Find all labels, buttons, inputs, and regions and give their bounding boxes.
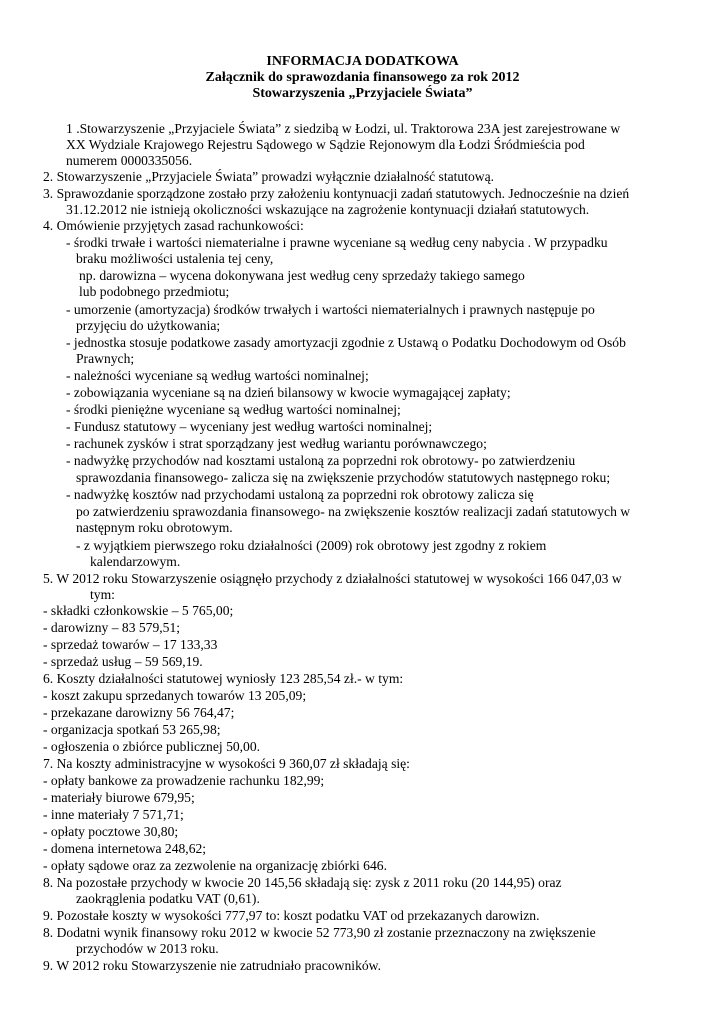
text-line: 9. W 2012 roku Stowarzyszenie nie zatrudniało pracowników.: [43, 958, 381, 973]
text-line: po zatwierdzeniu sprawozdania finansowego- na zwiększenie kosztów realizacji zadań statutowych w: [76, 504, 631, 519]
text-line: - nadwyżkę kosztów nad przychodami ustaloną za poprzedni rok obrotowy zalicza się: [66, 487, 534, 502]
text-line: - rachunek zysków i strat sporządzany jest według wariantu porównawczego;: [66, 436, 487, 451]
text-line: kalendarzowym.: [90, 554, 181, 569]
text-line: lub podobnego przedmiotu;: [79, 284, 230, 299]
document-subtitle: Załącznik do sprawozdania finansowego za rok 2012: [205, 70, 520, 85]
text-line: - sprzedaż towarów – 17 133,33: [43, 637, 218, 652]
document-title: INFORMACJA DODATKOWA: [266, 54, 459, 69]
text-line: - ogłoszenia o zbiórce publicznej 50,00.: [43, 739, 261, 754]
text-line: - przekazane darowizny 56 764,47;: [43, 705, 235, 720]
text-line: braku możliwości ustalenia tej ceny,: [76, 251, 274, 266]
text-line: 5. W 2012 roku Stowarzyszenie osiągnęło przychody z działalności statutowej w wysokości 166 047,03 w: [43, 571, 622, 586]
text-line: 31.12.2012 nie istnieją okoliczności wskazujące na zagrożenie kontynuacji działań statutowych.: [66, 202, 590, 217]
text-line: 7. Na koszty administracyjne w wysokości 9 360,07 zł składają się:: [43, 756, 410, 771]
text-line: - zobowiązania wyceniane są na dzień bilansowy w kwocie wymagającej zapłaty;: [66, 385, 511, 400]
organization-name: Stowarzyszenia „Przyjaciele Świata”: [252, 86, 473, 101]
text-line: - środki pieniężne wyceniane są według wartości nominalnej;: [66, 402, 401, 417]
text-line: np. darowizna – wycena dokonywana jest według ceny sprzedaży takiego samego: [79, 268, 525, 283]
text-line: 3. Sprawozdanie sporządzone zostało przy założeniu kontynuacji zadań statutowych. Jednocześnie na dzień: [43, 186, 630, 201]
text-line: - organizacja spotkań 53 265,98;: [43, 722, 221, 737]
text-line: XX Wydziale Krajowego Rejestru Sądowego w Sądzie Rejonowym dla Łodzi Śródmieścia pod: [66, 137, 585, 152]
text-line: - składki członkowskie – 5 765,00;: [43, 603, 234, 618]
text-line: zaokrąglenia podatku VAT (0,61).: [76, 891, 260, 906]
text-line: - inne materiały 7 571,71;: [43, 807, 184, 822]
text-line: - materiały biurowe 679,95;: [43, 790, 195, 805]
text-line: 4. Omówienie przyjętych zasad rachunkowości:: [43, 218, 304, 233]
text-line: - jednostka stosuje podatkowe zasady amortyzacji zgodnie z Ustawą o Podatku Dochodowym od Osób: [66, 335, 626, 350]
text-line: 1 .Stowarzyszenie „Przyjaciele Świata” z siedzibą w Łodzi, ul. Traktorowa 23A jest zarejestrowane w: [66, 121, 621, 136]
text-line: sprawozdania finansowego- zalicza się na zwiększenie przychodów statutowych następnego roku;: [76, 470, 611, 485]
text-line: - środki trwałe i wartości niematerialne i prawne wyceniane są według ceny nabycia . W przypadku: [66, 235, 608, 250]
text-line: przychodów w 2013 roku.: [76, 941, 219, 956]
text-line: - sprzedaż usług – 59 569,19.: [43, 654, 203, 669]
text-line: tym:: [90, 587, 115, 602]
text-line: 6. Koszty działalności statutowej wyniosły 123 285,54 zł.- w tym:: [43, 671, 404, 686]
text-line: - nadwyżkę przychodów nad kosztami ustaloną za poprzedni rok obrotowy- po zatwierdzeniu: [66, 453, 576, 468]
text-line: - opłaty bankowe za prowadzenie rachunku 182,99;: [43, 773, 325, 788]
text-line: 8. Na pozostałe przychody w kwocie 20 145,56 składają się: zysk z 2011 roku (20 144,95) oraz: [43, 875, 562, 890]
text-line: - opłaty pocztowe 30,80;: [43, 824, 179, 839]
text-line: przyjęciu do użytkowania;: [76, 318, 221, 333]
text-line: - domena internetowa 248,62;: [43, 841, 207, 856]
text-line: 9. Pozostałe koszty w wysokości 777,97 to: koszt podatku VAT od przekazanych darowizn.: [43, 908, 540, 923]
text-line: - umorzenie (amortyzacja) środków trwałych i wartości niematerialnych i prawnych następuje po: [66, 302, 595, 317]
text-line: następnym roku obrotowym.: [76, 520, 233, 535]
text-line: - należności wyceniane są według wartości nominalnej;: [66, 368, 369, 383]
text-line: Prawnych;: [76, 351, 135, 366]
text-line: - z wyjątkiem pierwszego roku działalności (2009) rok obrotowy jest zgodny z rokiem: [76, 538, 547, 553]
text-line: - koszt zakupu sprzedanych towarów 13 205,09;: [43, 688, 307, 703]
text-line: - opłaty sądowe oraz za zezwolenie na organizację zbiórki 646.: [43, 858, 387, 873]
text-line: 8. Dodatni wynik finansowy roku 2012 w kwocie 52 773,90 zł zostanie przeznaczony na zwiększenie: [43, 925, 596, 940]
text-line: 2. Stowarzyszenie „Przyjaciele Świata” prowadzi wyłącznie działalność statutową.: [43, 169, 495, 184]
text-line: - Fundusz statutowy – wyceniany jest według wartości nominalnej;: [66, 419, 433, 434]
text-line: - darowizny – 83 579,51;: [43, 620, 181, 635]
text-line: numerem 0000335056.: [66, 153, 193, 168]
